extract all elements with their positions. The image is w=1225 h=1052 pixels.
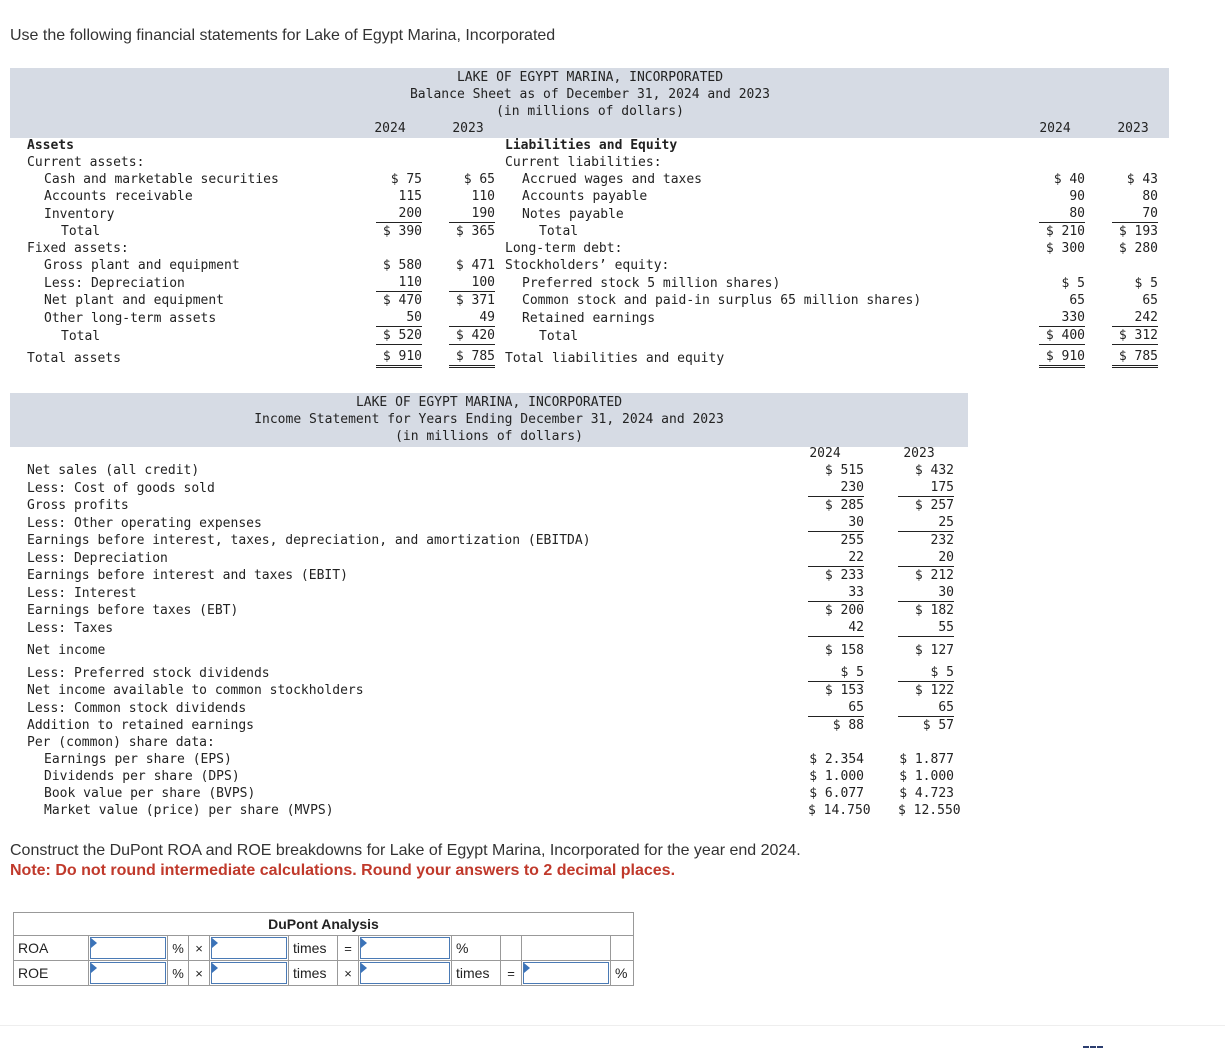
bs-year-2024: 2024: [374, 121, 406, 136]
bs-value: 50: [376, 309, 422, 327]
roe-result-input[interactable]: [522, 961, 611, 986]
dupont-title: DuPont Analysis: [14, 913, 634, 936]
other-lta-label: Other long-term assets: [44, 311, 217, 326]
is-row-label: Earnings per share (EPS): [44, 752, 232, 767]
ltd-label: Long-term debt:: [505, 241, 623, 256]
is-row-label: Addition to retained earnings: [27, 718, 254, 733]
bs-value: $ 520: [376, 327, 422, 345]
is-row-value: $ 5: [898, 664, 954, 682]
bs-value: $ 471: [455, 258, 495, 273]
is-row-label: Net income: [27, 643, 106, 658]
percent-sign: %: [611, 961, 634, 986]
is-row-value: $ 285: [824, 498, 864, 513]
bs-value: $ 420: [449, 327, 495, 345]
bs-value: $ 193: [1118, 224, 1158, 239]
input-marker-icon: [91, 938, 97, 948]
is-row-value: $ 4.723: [899, 786, 954, 801]
is-row-value: 175: [898, 479, 954, 497]
bs-value: $ 785: [1112, 348, 1158, 368]
bs-value: $ 312: [1112, 327, 1158, 345]
is-row-value: $ 1.000: [899, 769, 954, 784]
is-row-value: $ 127: [914, 643, 954, 658]
bs-value: 110: [376, 274, 422, 292]
re-label: Retained earnings: [522, 311, 656, 326]
is-row-label: Book value per share (BVPS): [44, 786, 256, 801]
is-row-value: 232: [930, 533, 954, 548]
bs-value: 200: [376, 205, 422, 223]
current-liab-label: Current liabilities:: [505, 155, 662, 170]
input-marker-icon: [361, 938, 367, 948]
input-marker-icon: [212, 938, 218, 948]
is-row-label: Net sales (all credit): [27, 463, 200, 478]
gross-ppe-label: Gross plant and equipment: [44, 258, 240, 273]
bs-value: 80: [1142, 189, 1158, 204]
total-cl-label: Total: [539, 224, 579, 239]
is-row-value: 25: [898, 514, 954, 532]
is-row-label: Less: Common stock dividends: [27, 701, 247, 716]
is-row-value: $ 153: [824, 683, 864, 698]
input-marker-icon: [524, 963, 530, 973]
fixed-assets-label: Fixed assets:: [27, 241, 129, 256]
bs-value: $ 40: [1053, 172, 1085, 187]
bs-value: $ 910: [1039, 348, 1085, 368]
total-le-label: Total liabilities and equity: [505, 351, 725, 366]
is-row-label: Per (common) share data:: [27, 735, 215, 750]
is-row-value: 255: [840, 533, 864, 548]
bs-value: 110: [471, 189, 495, 204]
roe-asset-turnover-input[interactable]: [210, 961, 289, 986]
bs-value: $ 5: [1061, 276, 1085, 291]
net-ppe-label: Net plant and equipment: [44, 293, 225, 308]
bs-value: $ 910: [376, 348, 422, 368]
bs-value: $ 785: [449, 348, 495, 368]
bs-value: $ 65: [463, 172, 495, 187]
is-row-label: Earnings before interest and taxes (EBIT): [27, 568, 348, 583]
cash-label: Cash and marketable securities: [44, 172, 279, 187]
bs-value: 65: [1069, 293, 1085, 308]
times-sign: ×: [189, 936, 210, 961]
dupont-table: [13, 912, 634, 986]
bs-value: 65: [1142, 293, 1158, 308]
bs-value: 70: [1112, 205, 1158, 223]
bs-year-2024-right: 2024: [1039, 121, 1071, 136]
blank-cell: [611, 936, 634, 961]
is-row-value: $ 257: [914, 498, 954, 513]
is-row-value: $ 200: [824, 603, 864, 618]
is-row-label: Less: Taxes: [27, 621, 114, 636]
bs-value: $ 75: [390, 172, 422, 187]
is-row-value: 55: [898, 619, 954, 637]
total-fa-label: Total: [61, 329, 101, 344]
is-row-value: $ 14.750: [808, 803, 871, 818]
is-row-value: $ 1.877: [899, 752, 954, 767]
roa-profit-margin-input[interactable]: [89, 936, 168, 961]
total-se-label: Total: [539, 329, 579, 344]
bs-value: $ 5: [1134, 276, 1158, 291]
is-row-label: Less: Cost of goods sold: [27, 481, 215, 496]
is-subtitle: Income Statement for Years Ending December 31, 2024 and 2023: [254, 412, 724, 427]
bs-year-2023-right: 2023: [1117, 121, 1149, 136]
is-row-value: 22: [808, 549, 864, 567]
is-row-value: $ 6.077: [809, 786, 864, 801]
is-row-value: $ 5: [808, 664, 864, 682]
is-row-label: Net income available to common stockholders: [27, 683, 364, 698]
common-label: Common stock and paid-in surplus 65 million shares): [522, 293, 922, 308]
input-marker-icon: [91, 963, 97, 973]
times-label: times: [289, 936, 338, 961]
np-label: Notes payable: [522, 207, 624, 222]
is-year-2023: 2023: [903, 446, 935, 461]
is-row-value: $ 182: [914, 603, 954, 618]
bs-value: 90: [1069, 189, 1085, 204]
equals-sign: =: [501, 961, 522, 986]
note-text: Note: Do not round intermediate calculations. Round your answers to 2 decimal places.: [10, 862, 676, 879]
is-row-value: $ 158: [824, 643, 864, 658]
is-year-2024: 2024: [809, 446, 841, 461]
is-row-label: Earnings before taxes (EBT): [27, 603, 239, 618]
is-row-value: $ 1.000: [809, 769, 864, 784]
roa-label: ROA: [14, 936, 89, 961]
bs-value: $ 43: [1126, 172, 1158, 187]
is-title: LAKE OF EGYPT MARINA, INCORPORATED: [355, 395, 623, 410]
depreciation-label: Less: Depreciation: [44, 276, 185, 291]
bs-value: $ 580: [382, 258, 422, 273]
roe-equity-multiplier-input[interactable]: [359, 961, 452, 986]
assets-header: Assets: [27, 138, 74, 153]
bs-value: 242: [1112, 309, 1158, 327]
bs-value: 115: [398, 189, 422, 204]
bs-year-2023: 2023: [452, 121, 484, 136]
bs-value: 80: [1039, 205, 1085, 223]
is-row-value: 30: [898, 584, 954, 602]
is-row-label: Earnings before interest, taxes, depreciation, and amortization (EBITDA): [27, 533, 591, 548]
is-row-label: Less: Other operating expenses: [27, 516, 262, 531]
accrued-label: Accrued wages and taxes: [522, 172, 703, 187]
is-row-label: Less: Preferred stock dividends: [27, 666, 270, 681]
is-row-value: $ 432: [914, 463, 954, 478]
is-row-value: 33: [808, 584, 864, 602]
pref-label: Preferred stock 5 million shares): [522, 276, 781, 291]
times-sign: ×: [338, 961, 359, 986]
bs-value: $ 390: [382, 224, 422, 239]
total-ca-label: Total: [61, 224, 101, 239]
bs-title: LAKE OF EGYPT MARINA, INCORPORATED: [456, 70, 724, 85]
percent-sign: %: [452, 936, 501, 961]
is-row-value: $ 122: [914, 683, 954, 698]
bs-value: $ 400: [1039, 327, 1085, 345]
ar-label: Accounts receivable: [44, 189, 193, 204]
footer-divider: [0, 1025, 1225, 1026]
question-text: Construct the DuPont ROA and ROE breakdowns for Lake of Egypt Marina, Incorporated for the year end 2024.: [10, 842, 801, 859]
blank-cell: [522, 936, 611, 961]
is-units: (in millions of dollars): [395, 429, 583, 444]
total-assets-label: Total assets: [27, 351, 121, 366]
bs-units: (in millions of dollars): [496, 104, 684, 119]
roa-asset-turnover-input[interactable]: [210, 936, 289, 961]
is-row-value: $ 233: [824, 568, 864, 583]
is-row-value: $ 12.550: [898, 803, 961, 818]
bs-value: $ 210: [1045, 224, 1085, 239]
bs-value: $ 470: [382, 293, 422, 308]
ap-label: Accounts payable: [522, 189, 648, 204]
bs-subtitle: Balance Sheet as of December 31, 2024 and 2023: [409, 87, 771, 102]
is-row-label: Less: Depreciation: [27, 551, 168, 566]
percent-sign: %: [168, 936, 189, 961]
is-row-value: 230: [808, 479, 864, 497]
liab-equity-header: Liabilities and Equity: [505, 138, 678, 153]
times-label: times: [289, 961, 338, 986]
is-row-value: 20: [898, 549, 954, 567]
is-row-label: Gross profits: [27, 498, 129, 513]
equals-sign: =: [338, 936, 359, 961]
input-marker-icon: [212, 963, 218, 973]
se-label: Stockholders’ equity:: [505, 258, 670, 273]
roe-profit-margin-input[interactable]: [89, 961, 168, 986]
percent-sign: %: [168, 961, 189, 986]
is-row-value: $ 88: [832, 718, 864, 733]
times-label: times: [452, 961, 501, 986]
current-assets-label: Current assets:: [27, 155, 145, 170]
bs-value: $ 371: [455, 293, 495, 308]
bs-value: $ 280: [1118, 241, 1158, 256]
bs-value: 100: [449, 274, 495, 292]
more-dots-icon[interactable]: [1083, 1046, 1103, 1048]
is-row-label: Dividends per share (DPS): [44, 769, 240, 784]
bs-value: 190: [449, 205, 495, 223]
roa-result-input[interactable]: [359, 936, 452, 961]
is-row-value: 42: [808, 619, 864, 637]
is-row-value: 65: [808, 699, 864, 717]
is-row-value: 65: [898, 699, 954, 717]
inventory-label: Inventory: [44, 207, 115, 222]
bs-value: $ 300: [1045, 241, 1085, 256]
roa-row: [14, 936, 634, 961]
bs-value: 49: [449, 309, 495, 327]
is-row-value: $ 2.354: [809, 752, 864, 767]
roe-label: ROE: [14, 961, 89, 986]
is-row-value: $ 57: [922, 718, 954, 733]
is-row-value: $ 212: [914, 568, 954, 583]
bs-value: $ 365: [455, 224, 495, 239]
bs-value: 330: [1039, 309, 1085, 327]
times-sign: ×: [189, 961, 210, 986]
intro-text: Use the following financial statements for Lake of Egypt Marina, Incorporated: [10, 27, 556, 44]
is-row-value: 30: [808, 514, 864, 532]
is-row-label: Less: Interest: [27, 586, 137, 601]
blank-cell: [501, 936, 522, 961]
roe-row: [14, 961, 634, 986]
is-row-value: $ 515: [824, 463, 864, 478]
is-row-label: Market value (price) per share (MVPS): [44, 803, 334, 818]
input-marker-icon: [361, 963, 367, 973]
